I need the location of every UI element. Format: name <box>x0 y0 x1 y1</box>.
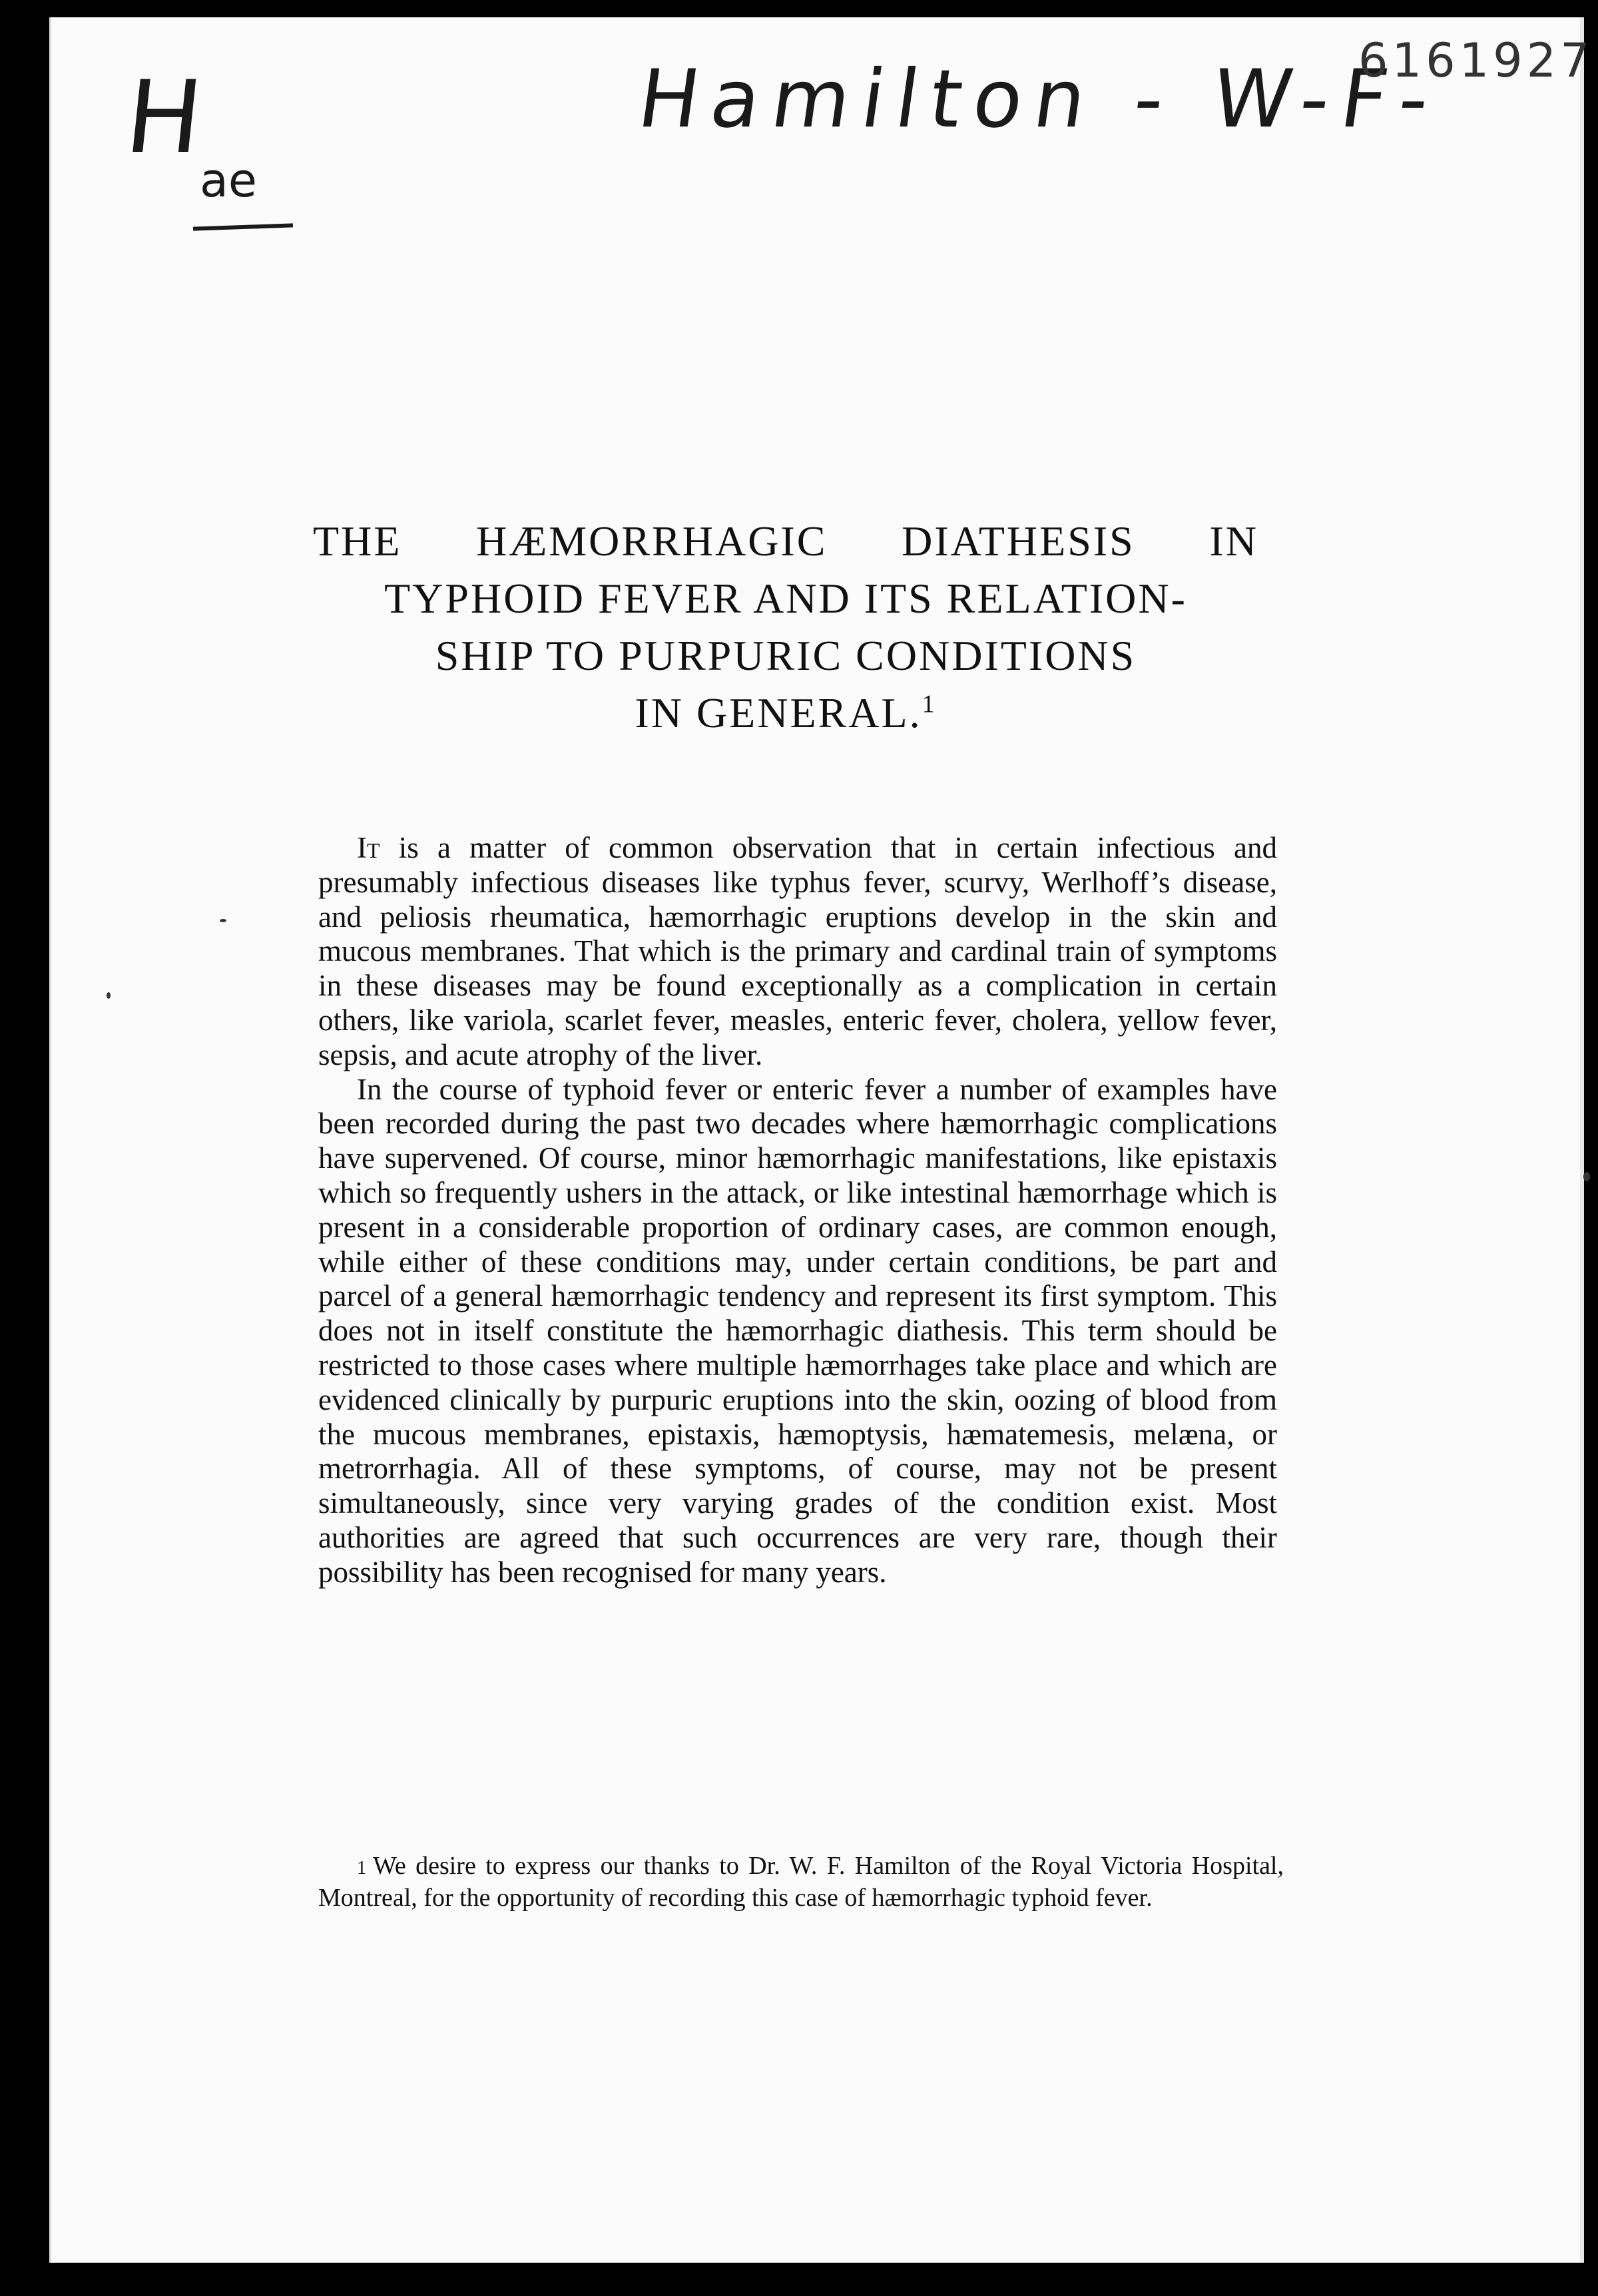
title-line-2: TYPHOID FEVER AND ITS RELATION- <box>384 575 1187 622</box>
scan-speck <box>107 992 111 999</box>
paragraph-2: In the course of typhoid fever or enteric fever a number of examples have been recorded during the past two decades where hæmorrhagic complications have supervened. Of course, minor hæmorrhagic manifestations, like epistaxis which so frequently ushers in the attack, or like intestinal hæmorrhage which is present in a considerable proportion of ordinary cases, are common enough, while either of these conditions may, under certain conditions, be part and parcel of a general hæmorrhagic tendency and represent its first symptom. This does not in itself constitute the hæmorrhagic diathesis. This term should be restricted to those cases where multiple hæmorrhages take place and which are evidenced clinically by purpuric eruptions into the skin, oozing of blood from the mucous membranes, epistaxis, hæmoptysis, hæmatemesis, melæna, or metrorrhagia. All of these symptoms, of course, may not be present simultaneously, since very varying grades of the condition exist. Most authorities are agreed that such occurrences are very rare, though their possibility has been recognised for many years. <box>318 1072 1277 1589</box>
scan-border <box>49 2263 1578 2296</box>
handwritten-initial: H <box>120 60 208 176</box>
footnote-text: We desire to express our thanks to Dr. W. F. Hamilton of the Royal Victoria Hospital, Montreal, for the opportunity of recording this case of hæmorrhagic typhoid fever. <box>318 1852 1284 1912</box>
scan-speck <box>220 919 226 922</box>
paragraph-1 <box>318 831 1277 1073</box>
title-footnote-ref: 1 <box>922 690 937 718</box>
handwritten-initial-sub: ae <box>200 153 257 208</box>
title-line-3: SHIP TO PURPURIC CONDITIONS <box>435 632 1137 679</box>
article-title <box>313 513 1258 742</box>
title-line-1: THE HÆMORRHAGIC DIATHESIS IN <box>313 517 1258 565</box>
handwritten-number: 6161927 <box>1358 33 1594 88</box>
article-body <box>318 831 1277 1590</box>
footnote-number: 1 <box>357 1858 366 1878</box>
scan-speck <box>1583 1172 1590 1181</box>
paragraph-1-lead: It <box>357 831 380 864</box>
handwritten-name: Hamilton - W-F- <box>633 53 1447 146</box>
footnote <box>318 1851 1284 1913</box>
paragraph-1-text: is a matter of common observation that in certain infectious and presumably infectious diseases like typhus fever, scurvy, Werlhoff’s disease, and peliosis rheumatica, hæmorrhagic eruptions develop in the skin and mucous membranes. That which is the primary and cardinal train of symptoms in these diseases may be found exceptionally as a complication in certain others, like variola, scarlet fever, measles, enteric fever, cholera, yellow fever, sepsis, and acute atrophy of the liver. <box>318 831 1277 1071</box>
title-line-4-text: IN GENERAL. <box>635 689 922 736</box>
title-line-4 <box>313 685 1258 742</box>
